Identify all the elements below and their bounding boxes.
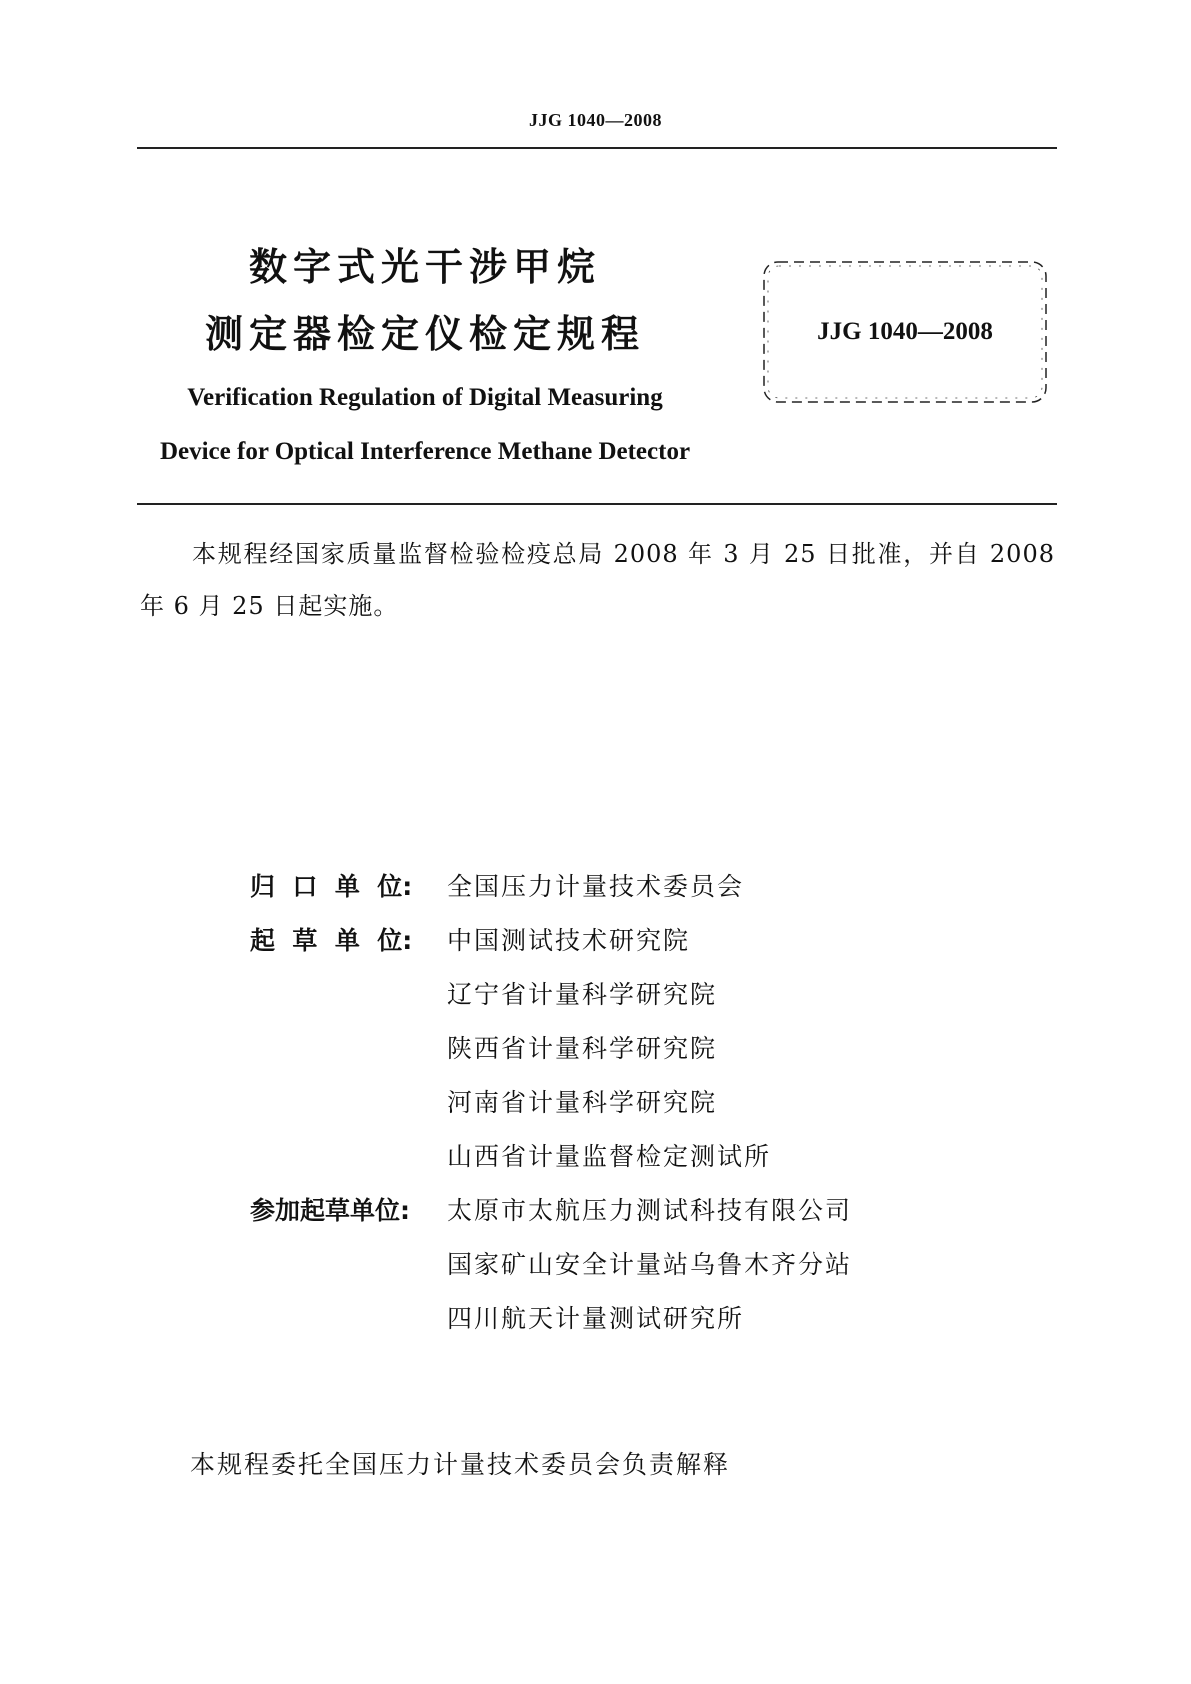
units-list [250,860,852,1346]
drafting-unit-row [250,1076,852,1130]
participating-unit-label: 参加起草单位: [250,1196,410,1225]
interpretation-note: 本规程委托全国压力计量技术委员会负责解释 [190,1450,731,1479]
participating-unit-row [250,1292,852,1346]
drafting-unit-row [250,914,852,968]
drafting-unit: 山西省计量监督检定测试所 [447,1142,772,1171]
participating-unit-row [250,1238,852,1292]
drafting-unit-row [250,1022,852,1076]
drafting-unit-row [250,968,852,1022]
participating-unit-row [250,1184,852,1238]
participating-unit: 国家矿山安全计量站乌鲁木齐分站 [447,1250,853,1279]
english-title-line-1: Verification Regulation of Digital Measuring [187,384,663,411]
drafting-unit: 中国测试技术研究院 [447,926,691,955]
drafting-unit: 辽宁省计量科学研究院 [447,980,718,1009]
drafting-unit-label: 起 草 单 位: [250,926,413,955]
standard-code: JJG 1040—2008 [817,318,993,345]
english-title-line-2: Device for Optical Interference Methane Detector [159,438,691,465]
drafting-unit-row [250,1130,852,1184]
standard-code-frame [760,258,1050,406]
drafting-unit: 河南省计量科学研究院 [447,1088,718,1117]
responsible-unit-row [250,860,852,914]
middle-divider [137,503,1057,505]
participating-unit: 四川航天计量测试研究所 [447,1304,745,1333]
top-divider [137,147,1057,149]
chinese-title-line-1: 数字式光干涉甲烷 [248,245,601,289]
drafting-unit: 陕西省计量科学研究院 [447,1034,718,1063]
approval-statement: 本规程经国家质量监督检验检疫总局 2008 年 3 月 25 日批准，并自 2008 年 6 月 25 日起实施。 [140,540,1055,620]
responsible-unit: 全国压力计量技术委员会 [447,872,745,901]
chinese-title-line-2: 测定器检定仪检定规程 [204,312,645,356]
header-standard-code: JJG 1040—2008 [528,110,662,130]
participating-unit: 太原市太航压力测试科技有限公司 [447,1196,853,1225]
responsible-unit-label: 归 口 单 位: [250,872,413,901]
